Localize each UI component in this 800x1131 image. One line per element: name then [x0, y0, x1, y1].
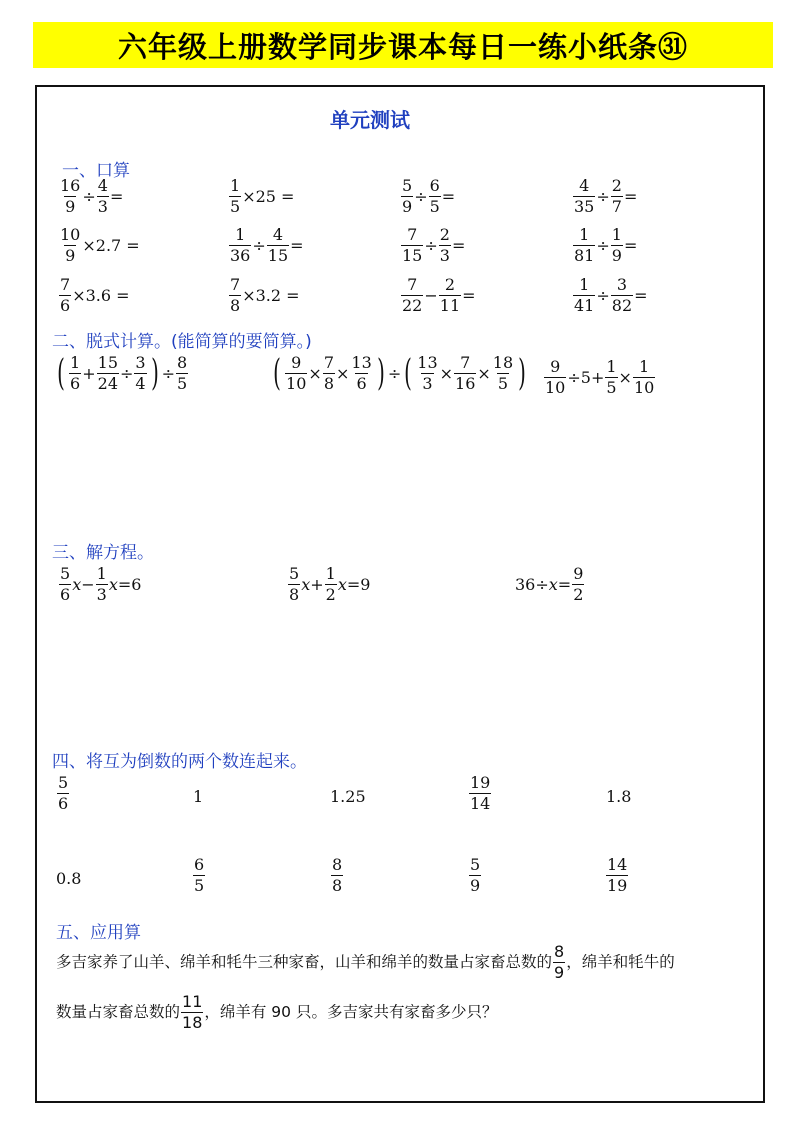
reciprocal-bottom-3	[330, 857, 344, 894]
denominator: 8	[230, 296, 241, 315]
math-token: 6	[60, 585, 71, 604]
math-token: 6	[194, 855, 205, 874]
operator: −	[424, 286, 438, 305]
math-token: 16	[455, 374, 476, 393]
fraction	[429, 178, 441, 215]
equation-3	[515, 566, 585, 603]
math-token: 10	[286, 374, 307, 393]
denominator: 5	[429, 197, 440, 216]
calc-expression-3	[543, 359, 656, 396]
oral-item	[572, 277, 648, 314]
math-token: ×	[336, 364, 350, 383]
equals-sign: =	[623, 236, 638, 255]
math-token: 3	[135, 353, 146, 372]
math-token: 5	[177, 374, 188, 393]
math-token: 7	[323, 353, 334, 372]
expression-tail: ×3.2 =	[242, 286, 300, 305]
numerator: 3	[616, 275, 628, 294]
fraction	[325, 566, 337, 603]
math-token: 1	[639, 357, 650, 376]
numerator: 4	[97, 176, 108, 195]
numerator: 7	[230, 275, 241, 294]
numerator: 1	[579, 275, 590, 294]
numerator: 1	[611, 225, 622, 244]
math-token: 5	[497, 374, 509, 393]
operator: ÷	[596, 286, 610, 305]
fraction	[573, 227, 595, 264]
denominator: 3	[439, 246, 450, 265]
math-token: 5	[606, 378, 617, 397]
fraction	[606, 857, 628, 894]
denominator: 9	[65, 246, 76, 265]
fraction	[181, 994, 203, 1031]
denominator: 7	[611, 197, 622, 216]
math-token: 19	[470, 773, 491, 792]
math-token: x	[548, 575, 558, 594]
denominator: 11	[439, 296, 461, 315]
oral-item	[572, 227, 637, 264]
math-token: 9	[573, 564, 584, 583]
denominator: 9	[611, 246, 622, 265]
math-token: 8	[554, 942, 565, 961]
math-token: 6	[58, 794, 69, 813]
fraction	[69, 355, 81, 392]
denominator: 35	[574, 197, 595, 216]
denominator: 82	[611, 296, 633, 315]
equals-sign: =	[441, 187, 456, 206]
fraction	[323, 355, 335, 392]
problem-text: ，绵羊和牦牛的	[566, 953, 675, 971]
fraction	[193, 857, 205, 894]
numerator: 7	[60, 275, 71, 294]
operator: ÷	[424, 236, 438, 255]
numerator: 1	[235, 225, 246, 244]
math-token: 2	[325, 585, 336, 604]
fraction	[633, 359, 655, 396]
numerator: 1	[230, 176, 241, 195]
oral-item	[58, 277, 130, 314]
oral-item	[400, 277, 476, 314]
denominator: 15	[402, 246, 423, 265]
fraction	[288, 566, 300, 603]
math-token: 5	[470, 855, 481, 874]
math-token: +	[82, 364, 96, 383]
math-token: 9	[291, 353, 302, 372]
math-token: 1	[325, 564, 336, 583]
math-token: 13	[351, 353, 372, 372]
math-token: 1	[606, 357, 617, 376]
denominator: 41	[574, 296, 595, 315]
oral-item	[58, 178, 123, 215]
numerator: 5	[402, 176, 413, 195]
math-token: ×	[618, 368, 632, 387]
equals-sign: =	[290, 236, 304, 255]
problem-text: 多吉家养了山羊、绵羊和牦牛三种家畜，山羊和绵羊的数量占家畜总数的	[56, 953, 553, 971]
section-3-heading: 三、解方程。	[52, 543, 154, 563]
numerator: 7	[407, 225, 418, 244]
header-banner	[33, 22, 773, 68]
left-paren: (	[57, 352, 65, 394]
fraction	[134, 355, 146, 392]
fraction	[454, 355, 476, 392]
math-token: =9	[346, 575, 371, 594]
right-paren: )	[518, 352, 527, 394]
math-token: 5	[194, 876, 205, 895]
fraction	[229, 227, 251, 264]
fraction	[573, 277, 595, 314]
equals-sign: =	[451, 236, 466, 255]
math-token: ÷	[387, 364, 402, 383]
fraction	[492, 355, 514, 392]
expression-tail: ×3.6 =	[72, 286, 130, 305]
math-token: 8	[289, 585, 300, 604]
oral-item	[228, 277, 300, 314]
math-token: 3	[96, 585, 107, 604]
fraction	[469, 775, 491, 812]
oral-item	[228, 227, 304, 264]
section-4-heading: 四、将互为倒数的两个数连起来。	[52, 752, 307, 772]
word-problem-line-1	[56, 944, 675, 981]
reciprocal-top-5: 1.8	[606, 787, 632, 806]
fraction	[331, 857, 343, 894]
fraction	[97, 178, 109, 215]
numerator: 10	[60, 225, 81, 244]
math-token: 9	[554, 963, 565, 982]
operator: ÷	[596, 236, 610, 255]
word-problem-line-2	[56, 994, 497, 1031]
math-token: 19	[607, 876, 628, 895]
fraction	[605, 359, 617, 396]
math-token: ÷	[161, 364, 176, 383]
fraction	[611, 178, 623, 215]
left-paren: (	[404, 352, 413, 394]
numerator: 16	[60, 176, 81, 195]
fraction	[59, 277, 71, 314]
reciprocal-top-3: 1.25	[330, 787, 366, 806]
numerator: 4	[272, 225, 284, 244]
math-token: 5	[58, 773, 69, 792]
math-token: 2	[573, 585, 584, 604]
operator: ÷	[596, 187, 610, 206]
numerator: 7	[407, 275, 418, 294]
operator: ÷	[82, 187, 96, 206]
math-token: 7	[460, 353, 471, 372]
math-token: 18	[492, 353, 514, 372]
math-token: 1	[70, 353, 81, 372]
fraction	[553, 944, 565, 981]
denominator: 9	[65, 197, 76, 216]
fraction	[59, 566, 71, 603]
math-token: 36÷	[515, 575, 549, 594]
reciprocal-top-2: 1	[193, 787, 204, 806]
fraction	[176, 355, 188, 392]
math-token: x	[72, 575, 82, 594]
oral-item	[572, 178, 637, 215]
oral-item	[228, 178, 294, 215]
equals-sign: =	[634, 286, 648, 305]
problem-text: ，绵羊有 90 只。多吉家共有家畜多少只？	[204, 1003, 498, 1021]
fraction	[439, 227, 451, 264]
math-token: 9	[470, 876, 481, 895]
math-token: ×	[477, 364, 491, 383]
numerator: 1	[579, 225, 590, 244]
reciprocal-bottom-4	[468, 857, 482, 894]
numerator: 2	[611, 176, 622, 195]
math-token: ×	[308, 364, 322, 383]
reciprocal-top-4	[468, 775, 492, 812]
fraction	[416, 355, 438, 392]
fraction	[229, 277, 241, 314]
fraction	[401, 178, 413, 215]
math-token: x	[337, 575, 347, 594]
math-token: 8	[177, 353, 188, 372]
section-2-heading: 二、脱式计算。(能简算的要简算。)	[52, 332, 312, 352]
numerator: 2	[439, 225, 450, 244]
math-token: 5	[289, 564, 300, 583]
fraction	[439, 277, 461, 314]
fraction	[350, 355, 372, 392]
expression-tail: ×25 =	[242, 187, 295, 206]
denominator: 9	[402, 197, 413, 216]
equals-sign: =	[462, 286, 476, 305]
math-token: 11	[182, 992, 203, 1011]
right-paren: )	[376, 352, 385, 394]
equation-2	[287, 566, 370, 603]
numerator: 2	[444, 275, 456, 294]
math-token: 5	[60, 564, 71, 583]
section-1-heading: 一、口算	[62, 161, 130, 181]
reciprocal-top-1	[56, 775, 70, 812]
left-paren: (	[273, 352, 281, 394]
fraction	[469, 857, 481, 894]
math-token: 8	[332, 855, 343, 874]
math-token: 4	[135, 374, 146, 393]
math-token: 14	[607, 855, 628, 874]
math-token: 24	[97, 374, 118, 393]
denominator: 6	[60, 296, 71, 315]
math-token: 8	[332, 876, 343, 895]
fraction	[59, 227, 81, 264]
fraction	[285, 355, 307, 392]
math-token: 6	[70, 374, 81, 393]
fraction	[544, 359, 566, 396]
math-token: +	[310, 575, 324, 594]
numerator: 4	[579, 176, 590, 195]
calc-expression-2	[270, 352, 529, 394]
math-token: =	[557, 575, 572, 594]
numerator: 6	[429, 176, 440, 195]
math-token: 10	[545, 378, 566, 397]
unit-title: 单元测试	[330, 108, 410, 132]
reciprocal-bottom-5	[605, 857, 629, 894]
fraction	[573, 178, 595, 215]
problem-text: 数量占家畜总数的	[56, 1003, 181, 1021]
math-token: 15	[97, 353, 118, 372]
oral-item	[400, 178, 455, 215]
calc-expression-1	[54, 352, 189, 394]
denominator: 5	[230, 197, 241, 216]
denominator: 3	[97, 197, 108, 216]
math-token: 8	[323, 374, 334, 393]
fraction	[57, 775, 69, 812]
math-token: 13	[417, 353, 438, 372]
fraction	[611, 227, 623, 264]
math-token: x	[108, 575, 118, 594]
math-token: 6	[356, 374, 367, 393]
fraction	[267, 227, 289, 264]
math-token: 14	[470, 794, 491, 813]
equals-sign: =	[623, 187, 638, 206]
oral-item	[400, 227, 465, 264]
fraction	[96, 566, 108, 603]
oral-item	[58, 227, 140, 264]
math-token: −	[81, 575, 95, 594]
fraction	[229, 178, 241, 215]
math-token: ×	[439, 364, 454, 383]
right-paren: )	[150, 352, 159, 394]
fraction	[97, 355, 119, 392]
math-token: =6	[117, 575, 142, 594]
denominator: 36	[230, 246, 251, 265]
math-token: ÷5+	[567, 368, 605, 387]
math-token: x	[301, 575, 311, 594]
math-token: ÷	[120, 364, 134, 383]
denominator: 22	[402, 296, 423, 315]
fraction	[611, 277, 633, 314]
section-5-heading: 五、应用算	[56, 923, 141, 943]
reciprocal-bottom-1: 0.8	[56, 869, 82, 888]
reciprocal-bottom-2	[192, 857, 206, 894]
denominator: 15	[267, 246, 289, 265]
operator: ÷	[252, 236, 266, 255]
math-token: 10	[633, 378, 655, 397]
math-token: 18	[182, 1013, 203, 1032]
equals-sign: =	[109, 187, 124, 206]
math-token: 3	[422, 374, 433, 393]
expression-tail: ×2.7 =	[82, 236, 140, 255]
banner-title: 六年级上册数学同步课本每日一练小纸条㉛	[117, 29, 688, 64]
equation-1	[58, 566, 141, 603]
denominator: 81	[574, 246, 595, 265]
math-token: 9	[550, 357, 561, 376]
fraction	[401, 227, 423, 264]
operator: ÷	[414, 187, 428, 206]
fraction	[401, 277, 423, 314]
fraction	[572, 566, 584, 603]
fraction	[59, 178, 81, 215]
math-token: 1	[96, 564, 107, 583]
